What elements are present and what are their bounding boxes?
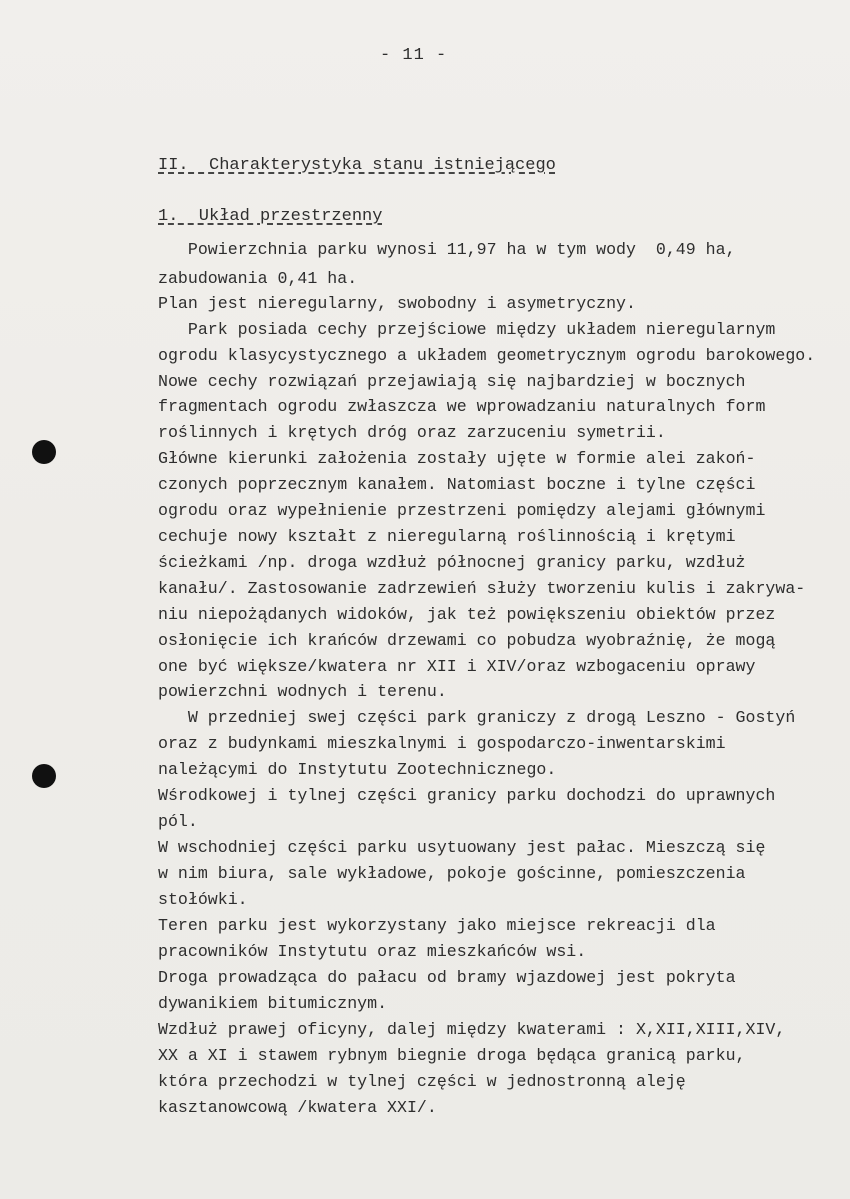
text-line: Powierzchnia parku wynosi 11,97 ha w tym wody 0,49 ha, bbox=[158, 240, 736, 259]
text-line: one być większe/kwatera nr XII i XIV/oraz wzbogaceniu oprawy bbox=[158, 657, 756, 676]
text-line: ogrodu klasycystycznego a układem geometrycznym ogrodu barokowego. bbox=[158, 346, 816, 365]
text-line: Nowe cechy rozwiązań przejawiają się najbardziej w bocznych bbox=[158, 372, 746, 391]
text-line: Wśrodkowej i tylnej części granicy parku dochodzi do uprawnych bbox=[158, 786, 776, 805]
text-line: stołówki. bbox=[158, 890, 248, 909]
text-line: fragmentach ogrodu zwłaszcza we wprowadzaniu naturalnych form bbox=[158, 397, 766, 416]
text-line: kasztanowcową /kwatera XXI/. bbox=[158, 1098, 437, 1117]
text-line: należącymi do Instytutu Zootechnicznego. bbox=[158, 760, 557, 779]
text-line: XX a XI i stawem rybnym biegnie droga będąca granicą parku, bbox=[158, 1046, 746, 1065]
text-line: ogrodu oraz wypełnienie przestrzeni pomiędzy alejami głównymi bbox=[158, 501, 766, 520]
text-line: Teren parku jest wykorzystany jako miejsce rekreacji dla bbox=[158, 916, 716, 935]
text-line: Park posiada cechy przejściowe między układem nieregularnym bbox=[158, 320, 776, 339]
text-line: ścieżkami /np. droga wzdłuż północnej granicy parku, wzdłuż bbox=[158, 553, 746, 572]
text-line: niu niepożądanych widoków, jak też powiększeniu obiektów przez bbox=[158, 605, 776, 624]
text-line: Wzdłuż prawej oficyny, dalej między kwaterami : X,XII,XIII,XIV, bbox=[158, 1020, 786, 1039]
section-heading: 1. Układ przestrzenny bbox=[158, 207, 383, 226]
page-number: - 11 - bbox=[380, 46, 448, 65]
text-line: zabudowania 0,41 ha. bbox=[158, 269, 358, 288]
punch-hole-bottom bbox=[32, 764, 56, 788]
text-line: dywanikiem bitumicznym. bbox=[158, 994, 388, 1013]
text-line: pracowników Instytutu oraz mieszkańców wsi. bbox=[158, 942, 587, 961]
text-line: oraz z budynkami mieszkalnymi i gospodarczo-inwentarskimi bbox=[158, 734, 726, 753]
text-line: kanału/. Zastosowanie zadrzewień służy tworzeniu kulis i zakrywa- bbox=[158, 579, 806, 598]
text-line: osłonięcie ich krańców drzewami co pobudza wyobraźnię, że mogą bbox=[158, 631, 776, 650]
text-line: W przedniej swej części park graniczy z drogą Leszno - Gostyń bbox=[158, 708, 796, 727]
text-line: W wschodniej części parku usytuowany jest pałac. Mieszczą się bbox=[158, 838, 766, 857]
text-line: pól. bbox=[158, 812, 198, 831]
chapter-heading: II. Charakterystyka stanu istniejącego bbox=[158, 156, 556, 175]
text-line: cechuje nowy kształt z nieregularną roślinnością i krętymi bbox=[158, 527, 736, 546]
text-line: Plan jest nieregularny, swobodny i asymetryczny. bbox=[158, 294, 636, 313]
text-line: powierzchni wodnych i terenu. bbox=[158, 682, 447, 701]
punch-hole-top bbox=[32, 440, 56, 464]
text-line: Droga prowadząca do pałacu od bramy wjazdowej jest pokryta bbox=[158, 968, 736, 987]
text-line: Główne kierunki założenia zostały ujęte w formie alei zakoń- bbox=[158, 449, 756, 468]
text-line: która przechodzi w tylnej części w jednostronną aleję bbox=[158, 1072, 686, 1091]
text-line: w nim biura, sale wykładowe, pokoje gościnne, pomieszczenia bbox=[158, 864, 746, 883]
text-line: czonych poprzecznym kanałem. Natomiast boczne i tylne części bbox=[158, 475, 756, 494]
text-line: roślinnych i krętych dróg oraz zarzuceniu symetrii. bbox=[158, 423, 666, 442]
